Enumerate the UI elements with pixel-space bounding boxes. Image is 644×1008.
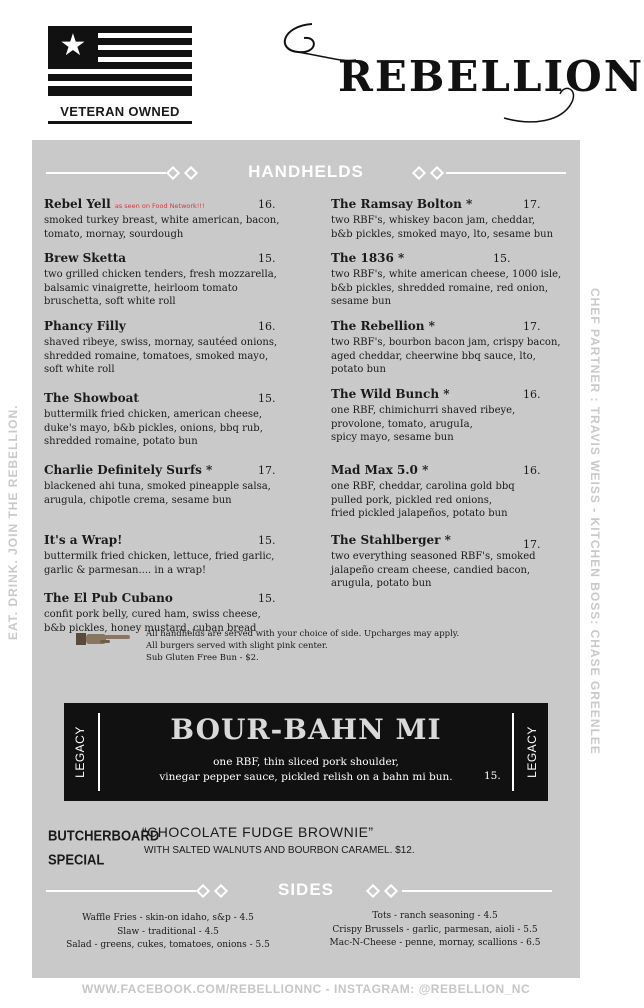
item-desc-line: one RBF, cheddar, carolina gold bbq <box>331 481 515 492</box>
item-name: The Stahlberger * <box>331 533 451 547</box>
sides-list-left <box>48 912 288 953</box>
star-icon: ★ <box>59 28 87 63</box>
note-line: All handhelds are served with your choice of side. Upcharges may apply. <box>146 629 460 639</box>
butcherboard-label-line: SPECIAL <box>48 850 105 868</box>
legacy-title: BOUR-BAHN MI <box>170 713 442 746</box>
item-desc-line: two RBF's, bourbon bacon jam, crispy bacon, <box>331 337 561 348</box>
item-name: The El Pub Cubano <box>44 591 173 605</box>
item-note: as seen on Food Network!!! <box>114 202 205 210</box>
item-price: 15. <box>493 252 511 265</box>
menu-item <box>44 252 306 309</box>
item-desc-line: sesame bun <box>331 296 392 307</box>
butcherboard-title: “CHOCOLATE FUDGE BROWNIE” <box>142 824 374 840</box>
side-item: Salad - greens, cukes, tomatoes, onions - 5.5 <box>66 940 270 950</box>
item-desc-line: arugula, potato bun <box>331 578 432 589</box>
menu-item <box>331 534 593 591</box>
item-price: 15. <box>258 592 276 605</box>
legacy-description <box>64 755 548 785</box>
item-desc-line: b&b pickles, shredded romaine, red onion, <box>331 282 549 294</box>
menu-item <box>331 198 593 241</box>
side-item: Tots - ranch seasoning - 4.5 <box>372 911 498 921</box>
item-name: The Showboat <box>44 391 139 405</box>
item-name: Mad Max 5.0 * <box>331 463 429 477</box>
item-desc-line: duke's mayo, b&b pickles, onions, bbq rub, <box>44 422 263 434</box>
menu-panel <box>32 140 580 978</box>
legacy-label: LEGACY <box>73 726 87 778</box>
item-desc-line: potato bun <box>331 364 386 375</box>
item-name: Rebel Yell <box>44 197 111 211</box>
side-item: Waffle Fries - skin-on idaho, s&p - 4.5 <box>82 913 254 923</box>
menu-item <box>331 320 593 377</box>
item-desc-line: balsamic vinaigrette, heirloom tomato <box>44 282 238 294</box>
butcherboard-description: WITH SALTED WALNUTS AND BOURBON CARAMEL. $12. <box>144 845 415 856</box>
item-price: 16. <box>258 320 276 333</box>
item-desc-line: buttermilk fried chicken, american cheese, <box>44 409 263 420</box>
handhelds-header <box>32 160 580 184</box>
item-price: 15. <box>258 392 276 405</box>
item-desc-line: two everything seasoned RBF's, smoked <box>331 551 536 562</box>
menu-item <box>331 388 593 445</box>
handhelds-title: HANDHELDS <box>248 162 364 181</box>
item-name: The 1836 * <box>331 251 405 265</box>
legacy-banner <box>64 703 548 801</box>
menu-item <box>44 534 306 577</box>
item-price: 17. <box>258 464 276 477</box>
item-price: 16. <box>523 388 541 401</box>
item-desc-line: pulled pork, pickled red onions, <box>331 494 493 506</box>
item-desc-line: arugula, chipotle crema, sesame bun <box>44 494 232 506</box>
item-desc-line: shaved ribeye, swiss, mornay, sautéed onions, <box>44 337 278 348</box>
social-footer: WWW.FACEBOOK.COM/REBELLIONNC - INSTAGRAM: @REBELLION_NC <box>81 982 531 996</box>
item-name: The Rebellion * <box>331 319 435 333</box>
menu-item <box>331 252 593 309</box>
note-line: Sub Gluten Free Bun - $2. <box>146 653 259 663</box>
item-desc-line: shredded romaine, tomatoes, smoked mayo, <box>44 350 269 362</box>
sides-title: SIDES <box>277 880 335 899</box>
brand-logo: REBELLION <box>338 52 644 101</box>
item-name: Brew Sketta <box>44 251 127 265</box>
item-desc-line: provolone, tomato, aruguIa, <box>331 418 473 430</box>
legacy-desc-line: one RBF, thin sliced pork shoulder, <box>213 756 399 768</box>
handhelds-notes <box>146 628 459 664</box>
item-desc-line: spicy mayo, sesame bun <box>331 432 454 443</box>
side-item: Crispy Brussels - garlic, parmesan, aioli - 5.5 <box>332 924 538 935</box>
item-desc-line: shredded romaine, potato bun <box>44 436 198 447</box>
side-item: Slaw - traditional - 4.5 <box>117 926 219 937</box>
staff-credits-vertical: CHEF PARTNER : TRAVIS WEISS - KITCHEN BOSS: CHASE GREENLEE <box>588 288 602 755</box>
side-item: Mac-N-Cheese - penne, mornay, scallions - 6.5 <box>329 938 541 948</box>
menu-item <box>44 392 306 449</box>
menu-item <box>331 464 593 521</box>
item-price: 15. <box>258 534 276 547</box>
item-price: 15. <box>258 252 276 265</box>
sides-header <box>32 878 580 902</box>
pointing-hand-icon <box>76 630 132 648</box>
item-name: Charlie Definitely Surfs * <box>44 463 213 477</box>
item-desc-line: buttermilk fried chicken, lettuce, fried garlic, <box>44 551 275 562</box>
item-price: 16. <box>523 464 541 477</box>
item-name: The Ramsay Bolton * <box>331 197 473 211</box>
item-desc-line: jalapeño cream cheese, candied bacon, <box>331 564 531 576</box>
legacy-price: 15. <box>484 770 501 782</box>
menu-item <box>44 198 306 241</box>
butcherboard-label-line: BUTCHERBOARD <box>48 826 160 844</box>
legacy-label: LEGACY <box>525 726 539 778</box>
item-desc-line: two grilled chicken tenders, fresh mozzarella, <box>44 269 277 280</box>
item-desc-line: blackened ahi tuna, smoked pineapple salsa, <box>44 481 271 492</box>
veteran-flag-logo <box>48 26 192 96</box>
item-desc-line: smoked turkey breast, white american, bacon, <box>44 215 280 226</box>
note-line: All burgers served with slight pink center. <box>146 641 328 651</box>
item-desc-line: soft white roll <box>44 364 115 375</box>
item-desc-line: two RBF's, white american cheese, 1000 isle, <box>331 269 562 280</box>
item-desc-line: b&b pickles, smoked mayo, lto, sesame bun <box>331 228 554 240</box>
item-price: 16. <box>258 198 276 211</box>
item-name: It's a Wrap! <box>44 533 123 547</box>
item-name: Phancy Filly <box>44 319 126 333</box>
item-price: 17. <box>523 198 541 211</box>
item-desc-line: b&b pickles, honey mustard, cuban bread <box>44 622 257 634</box>
item-name: The Wild Bunch * <box>331 387 450 401</box>
item-desc-line: aged cheddar, cheerwine bbq sauce, lto, <box>331 350 536 362</box>
item-desc-line: confit pork belly, cured ham, swiss cheese, <box>44 609 261 620</box>
item-desc-line: bruschetta, soft white roll <box>44 296 176 307</box>
item-price: 17. <box>523 538 541 551</box>
legacy-desc-line: vinegar pepper sauce, pickled relish on a bahn mi bun. <box>159 771 453 783</box>
item-desc-line: two RBF's, whiskey bacon jam, cheddar, <box>331 215 536 226</box>
menu-item <box>44 464 306 507</box>
item-price: 17. <box>523 320 541 333</box>
item-desc-line: one RBF, chimichurri shaved ribeye, <box>331 405 516 416</box>
item-desc-line: tomato, mornay, sourdough <box>44 228 184 240</box>
item-desc-line: fried pickled jalapeños, potato bun <box>331 508 508 519</box>
item-desc-line: garlic & parmesan.... in a wrap! <box>44 564 207 576</box>
sides-list-right <box>300 910 570 951</box>
veteran-owned-caption: VETERAN OWNED <box>48 104 192 124</box>
tagline-vertical: EAT. DRINK. JOIN THE REBELLION. <box>6 404 20 640</box>
menu-item <box>44 320 306 377</box>
